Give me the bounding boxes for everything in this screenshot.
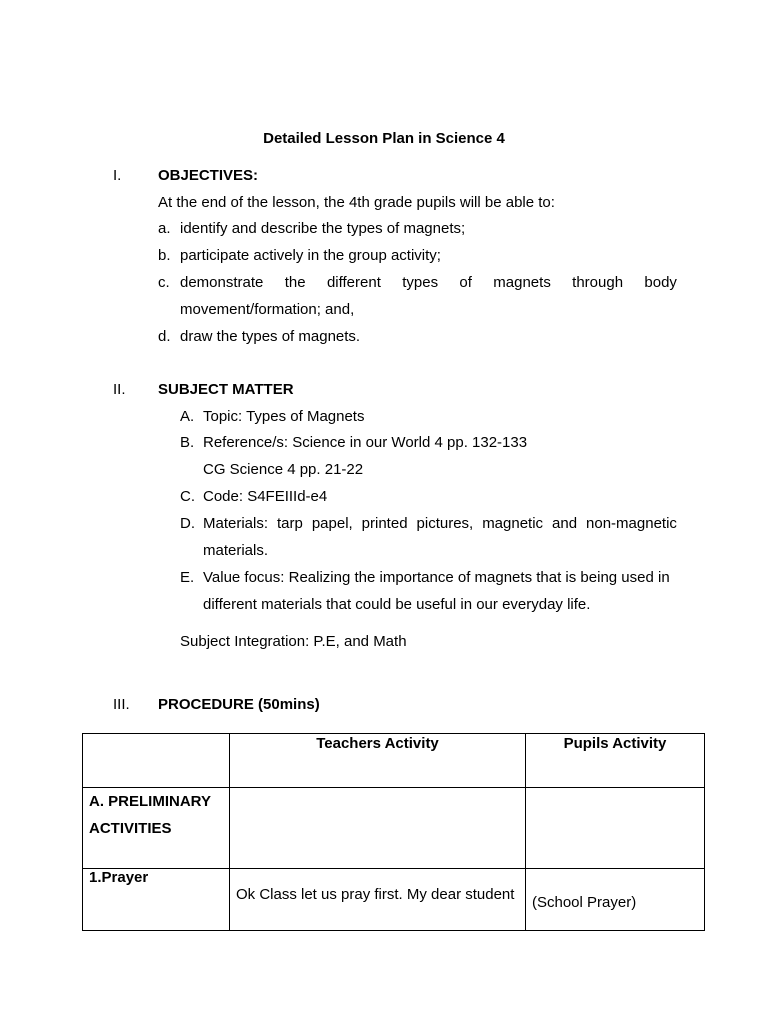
column-header [83,734,230,788]
subject-item: Value focus: Realizing the importance of magnets that is being used in [203,569,670,586]
section-numeral: II. [113,381,126,398]
word: printed [361,515,408,532]
pupils-cell [526,788,705,869]
subject-item: Topic: Types of Magnets [203,408,365,425]
subject-integration: Subject Integration: P.E, and Math [180,633,407,650]
word: and [552,515,578,532]
table-row [83,869,705,931]
section-numeral: III. [113,696,130,713]
table-row [83,788,705,869]
word: papel, [311,515,353,532]
list-marker: c. [158,274,170,291]
list-marker: E. [180,569,195,586]
row-label: 1.Prayer [83,869,230,931]
table-header-row [83,734,705,788]
procedure-heading: PROCEDURE (50mins) [158,696,320,713]
list-marker: B. [180,434,195,451]
subject-item: Reference/s: Science in our World 4 pp. 132-133 [203,434,528,451]
list-marker: D. [180,515,195,532]
objective-item: participate actively in the group activity; [180,247,441,264]
objective-item: identify and describe the types of magnets; [180,220,466,237]
list-marker: C. [180,488,195,505]
word: Materials: [203,515,269,532]
list-marker: b. [158,247,171,264]
word: the [284,274,306,291]
row-label: A. PRELIMINARY ACTIVITIES [83,788,230,869]
objective-item-justified [180,274,677,291]
subject-matter-heading: SUBJECT MATTER [158,381,294,398]
word: non-magnetic [586,515,677,532]
column-header-pupils: Pupils Activity [526,734,705,788]
word: through [572,274,624,291]
list-marker: d. [158,328,171,345]
objective-item: draw the types of magnets. [180,328,361,345]
procedure-table [82,733,705,931]
teacher-cell [230,788,526,869]
word: magnets [493,274,551,291]
word: of [459,274,472,291]
pupils-cell: (School Prayer) [526,869,705,931]
subject-item: Code: S4FEIIId-e4 [203,488,328,505]
word: types [402,274,439,291]
word: pictures, [416,515,474,532]
subject-item-justified [203,515,677,532]
word: body [644,274,677,291]
word: different [326,274,381,291]
teacher-cell: Ok Class let us pray first. My dear student [230,869,526,931]
document-title: Detailed Lesson Plan in Science 4 [263,130,505,147]
list-marker: a. [158,220,171,237]
word: demonstrate [180,274,264,291]
objectives-heading: OBJECTIVES: [158,167,259,184]
word: magnetic [482,515,544,532]
subject-item-continuation: different materials that could be useful in our everyday life. [203,596,591,613]
column-header-teachers: Teachers Activity [230,734,526,788]
subject-item-continuation: CG Science 4 pp. 21-22 [203,461,364,478]
subject-item-continuation: materials. [203,542,269,559]
list-marker: A. [180,408,195,425]
objectives-intro: At the end of the lesson, the 4th grade pupils will be able to: [158,194,555,211]
word: tarp [277,515,303,532]
objective-item-continuation: movement/formation; and, [180,301,355,318]
section-numeral: I. [113,167,122,184]
